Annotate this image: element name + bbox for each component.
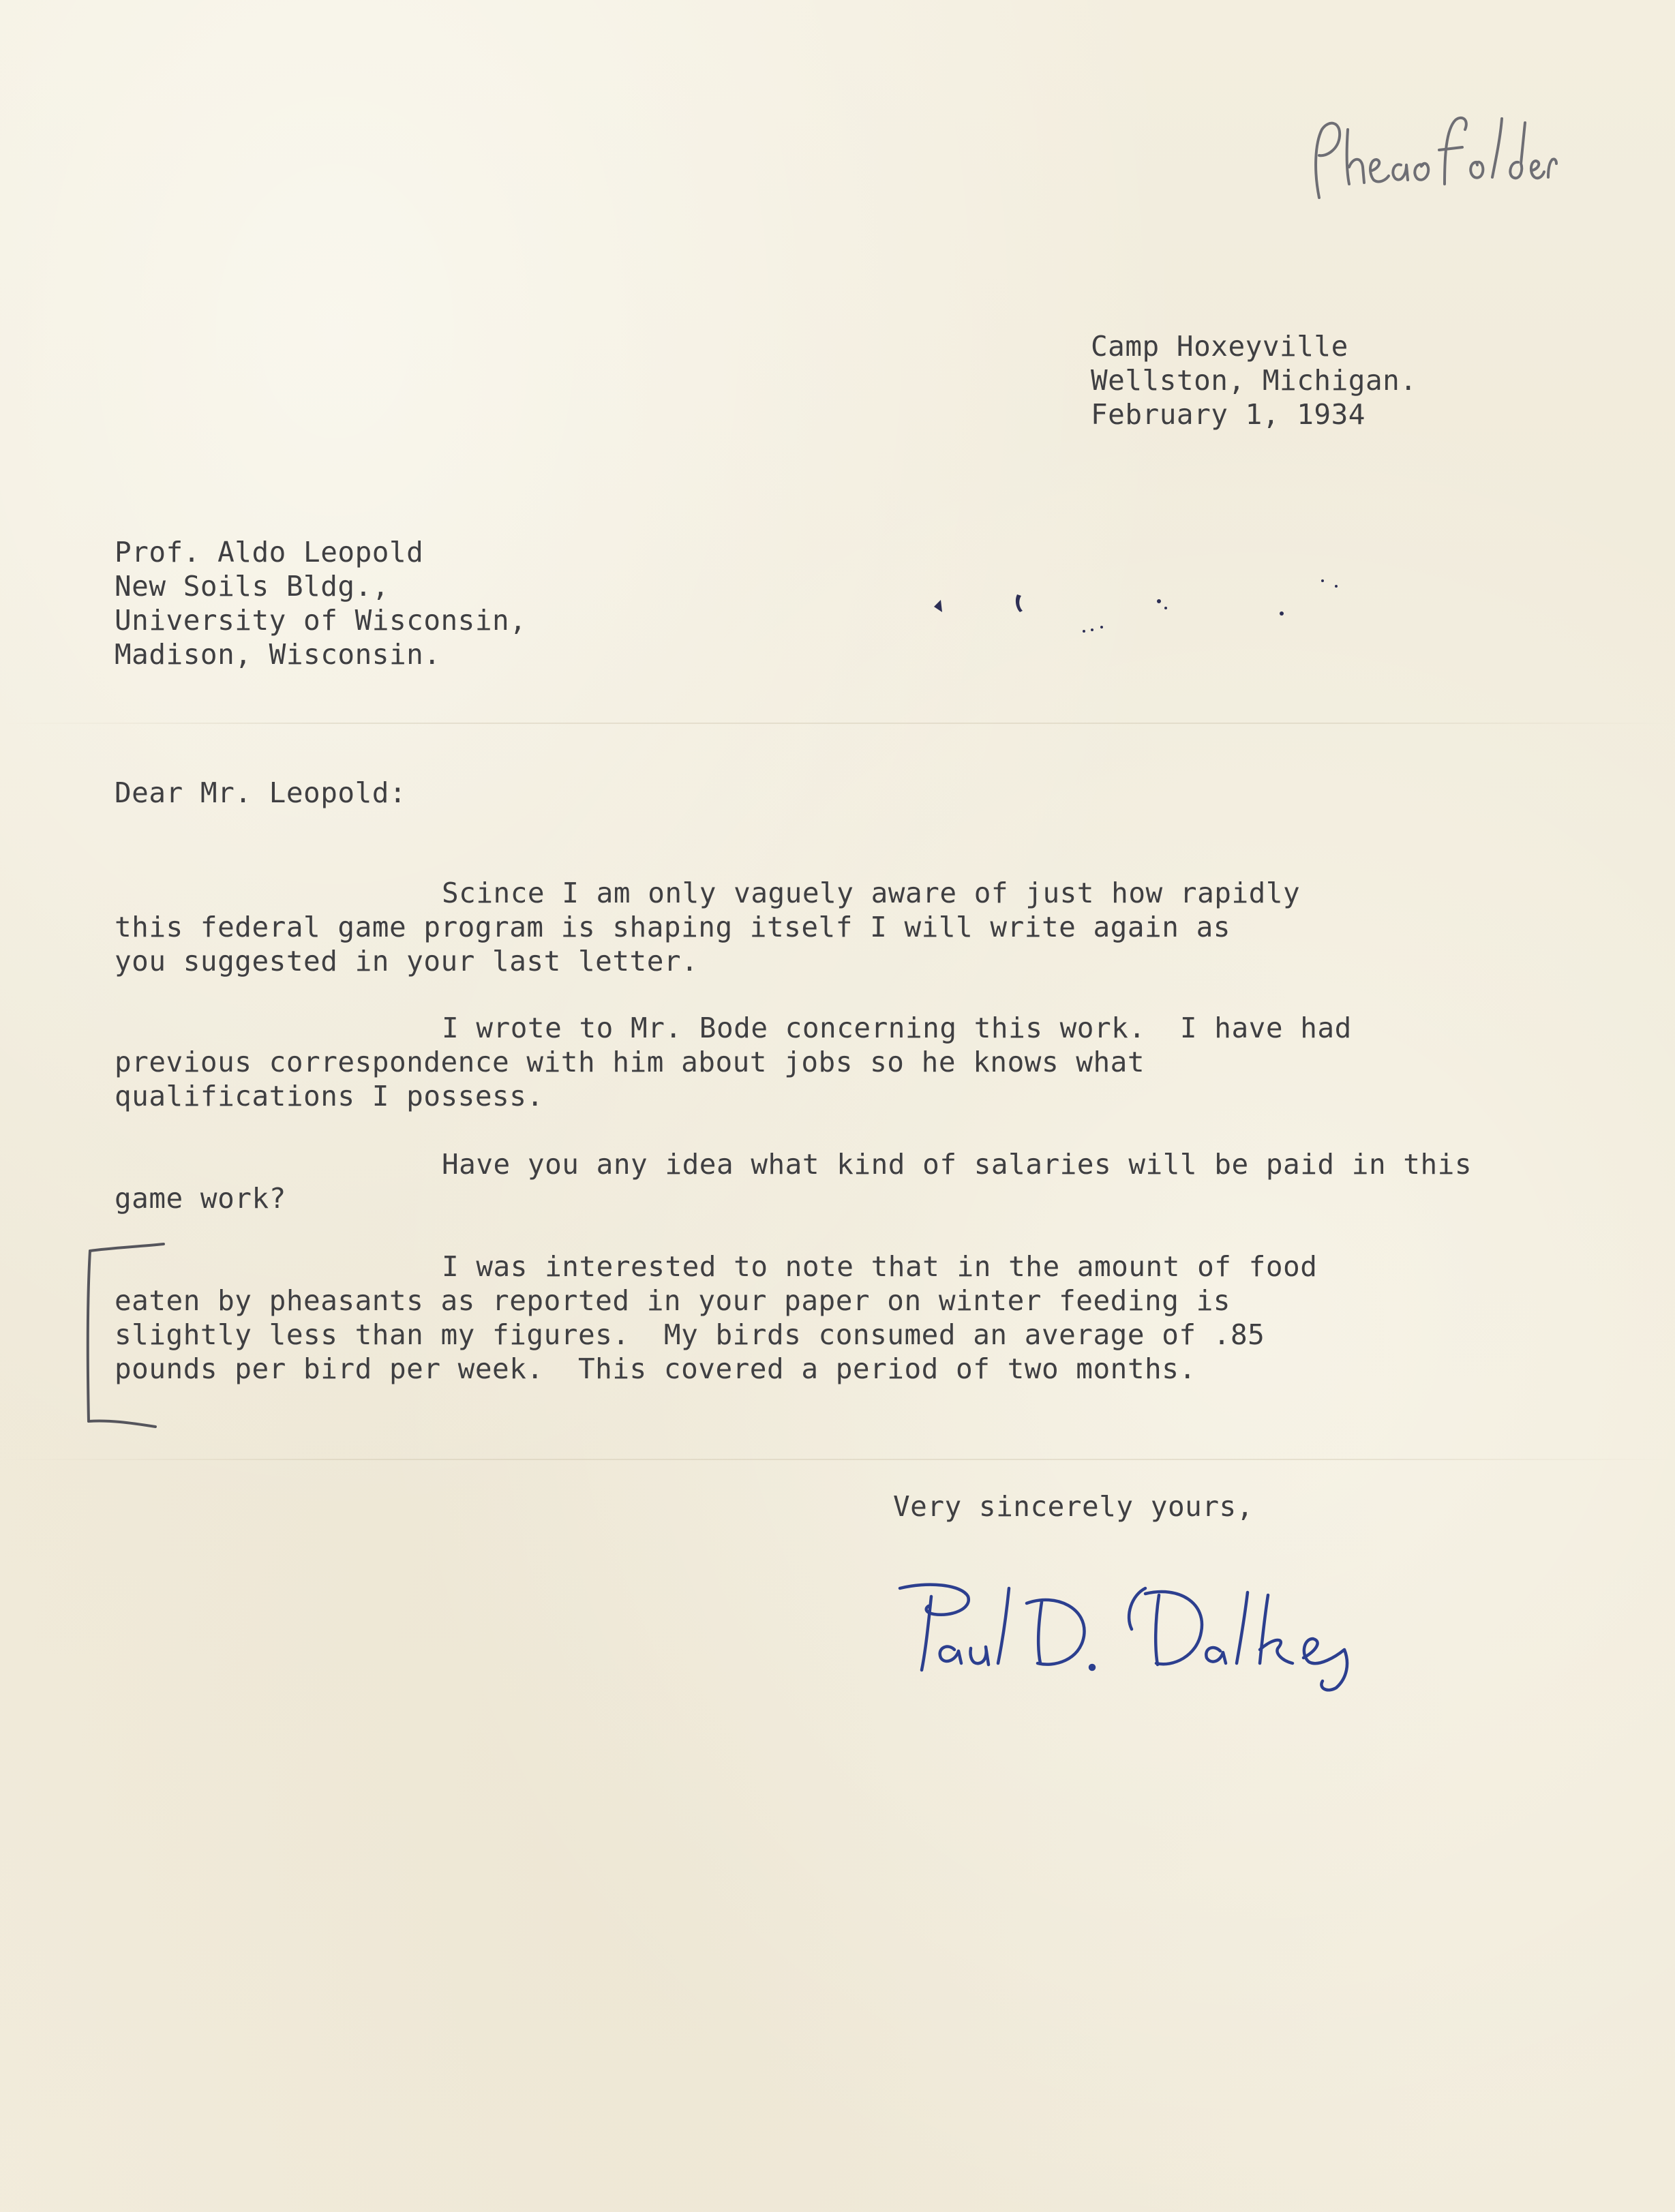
- paper-fold-crease: [0, 1459, 1675, 1460]
- paragraph-2-line-2: previous correspondence with him about jobs so he knows what: [115, 1046, 1145, 1078]
- recipient-name: Prof. Aldo Leopold: [115, 536, 424, 569]
- recipient-university: University of Wisconsin,: [115, 604, 527, 637]
- paragraph-3-line-1: Have you any idea what kind of salaries will be paid in this: [442, 1148, 1473, 1181]
- paragraph-1-line-3: you suggested in your last letter.: [115, 945, 699, 978]
- paragraph-1-line-1: Scince I am only vaguely aware of just how rapidly: [442, 877, 1301, 909]
- salutation: Dear Mr. Leopold:: [115, 776, 407, 809]
- closing: Very sincerely yours,: [893, 1490, 1254, 1523]
- heading-date: February 1, 1934: [1091, 398, 1365, 431]
- handwritten-signature: [886, 1561, 1391, 1697]
- paper-fold-crease: [0, 723, 1675, 724]
- recipient-city: Madison, Wisconsin.: [115, 638, 441, 671]
- heading-city: Wellston, Michigan.: [1091, 364, 1417, 397]
- paragraph-3-line-2: game work?: [115, 1182, 286, 1215]
- ink-smudge-marks: [914, 573, 1391, 654]
- recipient-building: New Soils Bldg.,: [115, 570, 389, 603]
- paragraph-1-line-2: this federal game program is shaping itself I will write again as: [115, 911, 1231, 943]
- paragraph-4-line-4: pounds per bird per week. This covered a period of two months.: [115, 1352, 1196, 1385]
- paragraph-4-line-1: I was interested to note that in the amount of food: [442, 1250, 1318, 1283]
- paragraph-4-line-2: eaten by pheasants as reported in your paper on winter feeding is: [115, 1284, 1231, 1317]
- heading-camp: Camp Hoxeyville: [1091, 330, 1348, 363]
- paragraph-4-line-3: slightly less than my figures. My birds consumed an average of .85: [115, 1318, 1265, 1351]
- paragraph-2-line-1: I wrote to Mr. Bode concerning this work. I have had: [442, 1012, 1352, 1044]
- paragraph-2-line-3: qualifications I possess.: [115, 1080, 544, 1112]
- svg-text:Paul D. Dalke: Paul D. Dalke: [886, 1561, 892, 1562]
- svg-text:Pheas folder: Pheas folder: [1299, 102, 1304, 103]
- handwritten-folder-note: [1299, 102, 1558, 218]
